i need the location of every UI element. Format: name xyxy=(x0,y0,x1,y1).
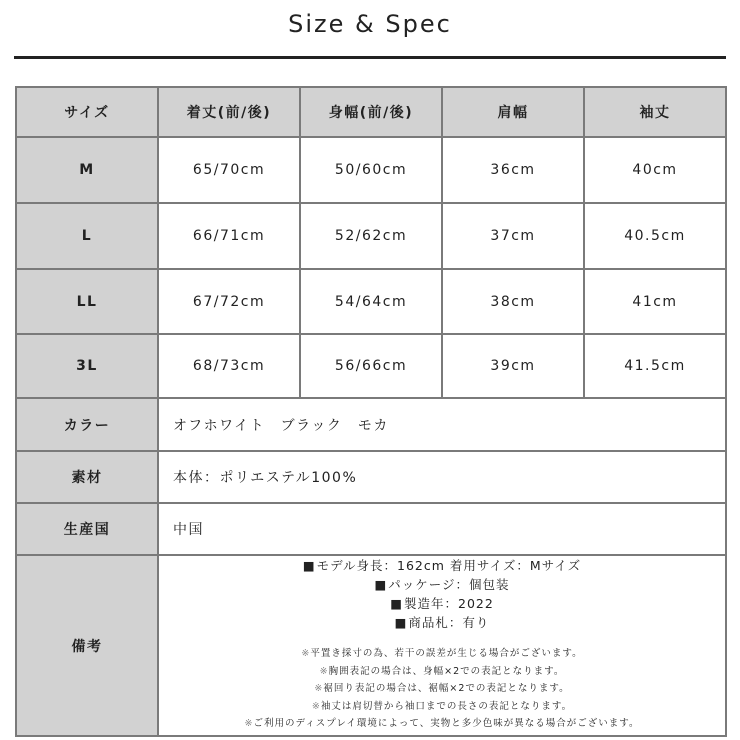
length-cell: 67/72cm xyxy=(158,269,300,334)
material-row xyxy=(16,451,726,503)
length-cell: 66/71cm xyxy=(158,203,300,269)
color-value: オフホワイト ブラック モカ xyxy=(158,398,726,451)
note-bullet: ■ 製造年：2022 xyxy=(159,594,725,613)
remark-line: ※ 袖丈は肩切替から袖口までの長さの表記となります。 xyxy=(159,698,725,716)
color-label: カラー xyxy=(16,398,158,451)
sleeve-cell: 40.5cm xyxy=(584,203,726,269)
table-header-row xyxy=(16,87,726,137)
page-title: Size & Spec xyxy=(288,10,452,38)
remark-line: ※ ご利用のディスプレイ環境によって、実物と多少色味が異なる場合がございます。 xyxy=(159,715,725,733)
sleeve-cell: 41cm xyxy=(584,269,726,334)
note-bullet: ■ モデル身長：162cm 着用サイズ：Mサイズ xyxy=(159,556,725,575)
width-cell: 52/62cm xyxy=(300,203,442,269)
sleeve-cell: 41.5cm xyxy=(584,334,726,398)
remark-line: ※ 平置き採寸の為、若干の誤差が生じる場合がございます。 xyxy=(159,645,725,663)
origin-value: 中国 xyxy=(158,503,726,555)
size-label: M xyxy=(16,137,158,203)
notes-row xyxy=(16,555,726,736)
shoulder-cell: 39cm xyxy=(442,334,584,398)
origin-label: 生産国 xyxy=(16,503,158,555)
table-row xyxy=(16,269,726,334)
width-cell: 56/66cm xyxy=(300,334,442,398)
length-cell: 68/73cm xyxy=(158,334,300,398)
table-row xyxy=(16,334,726,398)
note-bullet: ■ パッケージ：個包装 xyxy=(159,575,725,594)
header-body-width: 身幅(前/後) xyxy=(300,87,442,137)
remark-line: ※ 胸囲表記の場合は、身幅×2での表記となります。 xyxy=(159,663,725,681)
shoulder-cell: 37cm xyxy=(442,203,584,269)
size-spec-table xyxy=(15,86,727,737)
size-label: 3L xyxy=(16,334,158,398)
material-value: 本体：ポリエステル100% xyxy=(158,451,726,503)
width-cell: 50/60cm xyxy=(300,137,442,203)
notes-label: 備考 xyxy=(16,555,158,736)
size-label: L xyxy=(16,203,158,269)
table-row xyxy=(16,137,726,203)
shoulder-cell: 36cm xyxy=(442,137,584,203)
length-cell: 65/70cm xyxy=(158,137,300,203)
table-row xyxy=(16,203,726,269)
origin-row xyxy=(16,503,726,555)
size-label: LL xyxy=(16,269,158,334)
note-bullet: ■ 商品札：有り xyxy=(159,613,725,632)
header-sleeve: 袖丈 xyxy=(584,87,726,137)
title-divider xyxy=(14,56,726,59)
remark-line: ※ 裾回り表記の場合は、裾幅×2での表記となります。 xyxy=(159,680,725,698)
header-length: 着丈(前/後) xyxy=(158,87,300,137)
width-cell: 54/64cm xyxy=(300,269,442,334)
notes-content xyxy=(158,555,726,736)
header-shoulder: 肩幅 xyxy=(442,87,584,137)
header-size: サイズ xyxy=(16,87,158,137)
shoulder-cell: 38cm xyxy=(442,269,584,334)
color-row xyxy=(16,398,726,451)
sleeve-cell: 40cm xyxy=(584,137,726,203)
material-label: 素材 xyxy=(16,451,158,503)
spacer xyxy=(159,632,725,645)
